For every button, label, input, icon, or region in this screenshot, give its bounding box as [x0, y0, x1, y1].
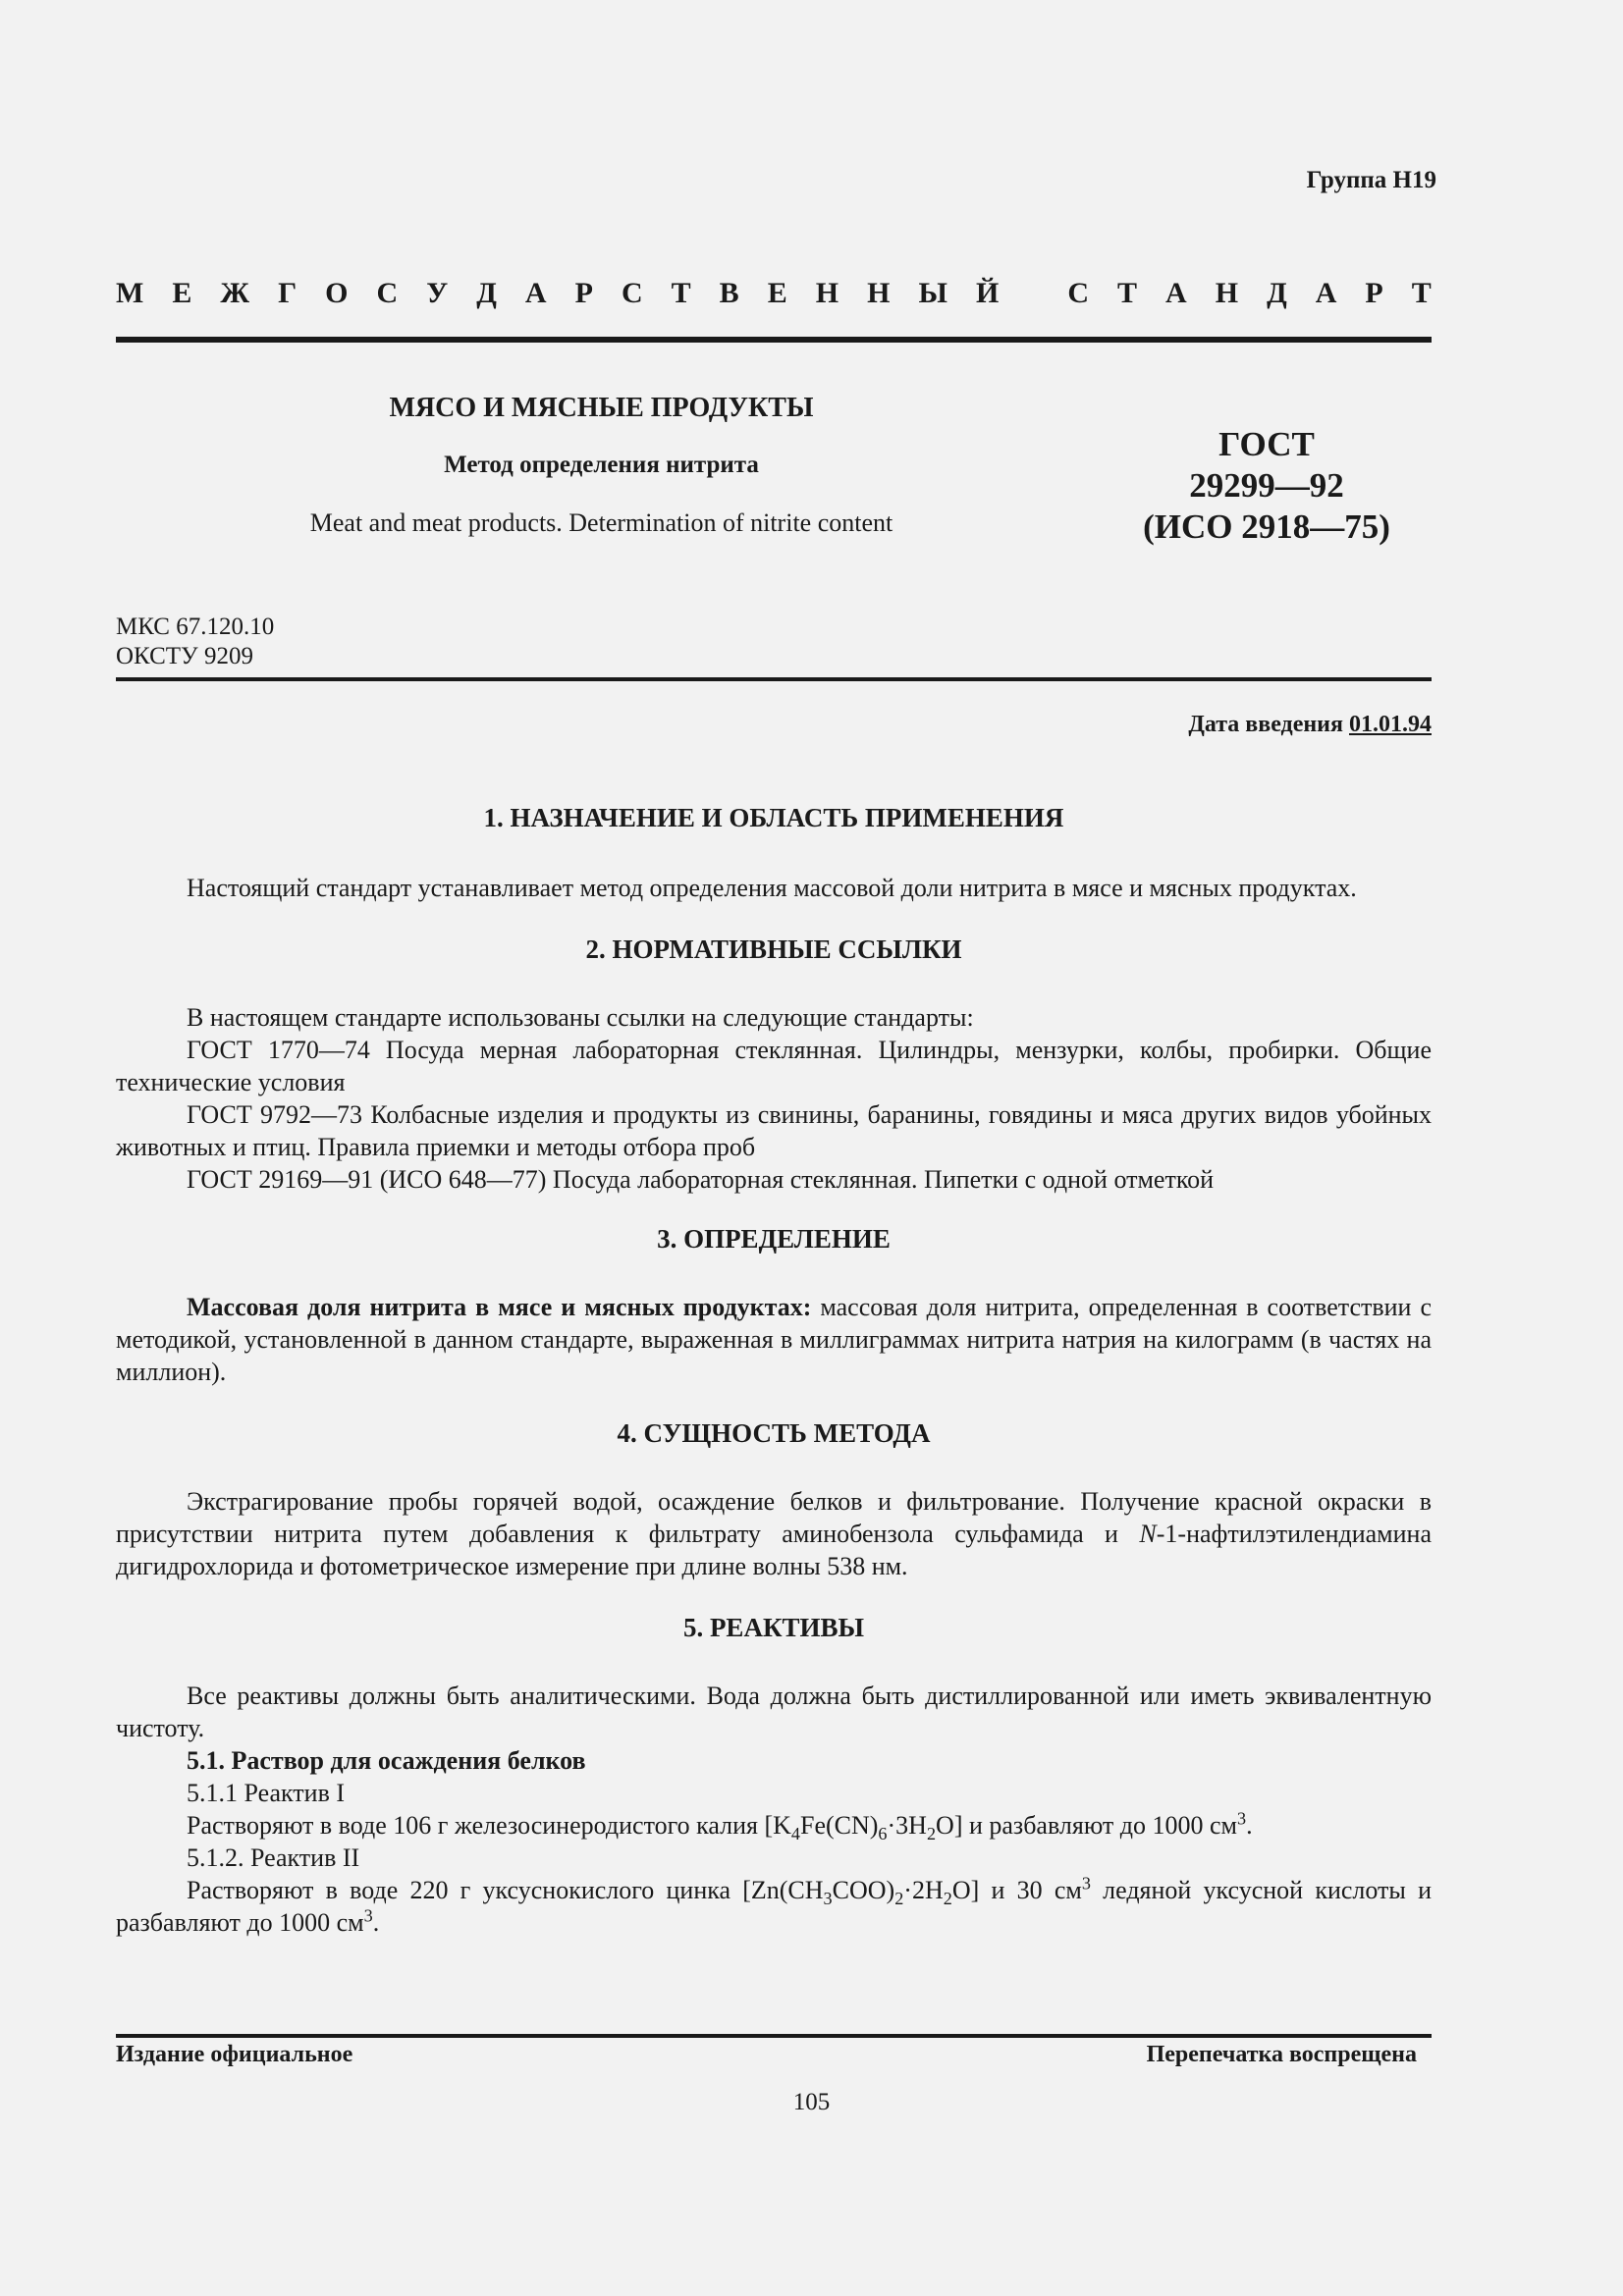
footer-divider — [116, 2034, 1432, 2038]
definition-body: массовая доля нитрита, определенная в соответствии с методикой, установленной в данном стандарте, выраженная в миллиграммах нитрита натрия на килограмм (в частях на миллион). — [116, 1293, 1432, 1386]
reference-item: ГОСТ 9792—73 Колбасные изделия и продукты из свинины, баранины, говядины и мяса других видов убойных животных и птиц. Правила приемки и методы отбора проб — [116, 1100, 1432, 1161]
official-edition-note: Издание официальное — [116, 2042, 353, 2067]
heading-letter: Н — [815, 277, 839, 309]
heading-letter: Н — [1215, 277, 1239, 309]
heading-letter: В — [719, 277, 739, 309]
heading-letter: Д — [476, 277, 497, 309]
document-subtitle: Метод определения нитрита — [444, 452, 759, 478]
gost-number: 29299—92 — [1189, 466, 1344, 505]
reagent-2-label: 5.1.2. Реактив II — [187, 1843, 360, 1872]
section-5-heading: 5. РЕАКТИВЫ — [682, 1613, 865, 1642]
gost-label: ГОСТ — [1218, 425, 1315, 463]
section-3-heading: 3. ОПРЕДЕЛЕНИЕ — [657, 1224, 891, 1254]
heading-letter: Г — [278, 277, 298, 309]
section-2-heading: 2. НОРМАТИВНЫЕ ССЫЛКИ — [585, 934, 962, 964]
date-value: 01.01.94 — [1349, 712, 1432, 737]
main-body — [116, 802, 1432, 1939]
section-3-text — [116, 1291, 1432, 1388]
page-number: 105 — [792, 2089, 831, 2115]
heading-letter: Н — [867, 277, 891, 309]
heading-letter: Т — [1117, 277, 1138, 309]
reference-item: ГОСТ 29169—91 (ИСО 648—77) Посуда лабораторная стеклянная. Пипетки с одной отметкой — [187, 1165, 1215, 1194]
heading-letter: Д — [1267, 277, 1287, 309]
heading-letter: Р — [1365, 277, 1383, 309]
heading-letter: А — [524, 277, 547, 309]
classification-codes — [116, 613, 274, 671]
gost-designation — [1105, 424, 1429, 548]
title-block — [245, 393, 957, 538]
heading-letter: С — [621, 277, 643, 309]
mks-code: МКС 67.120.10 — [116, 614, 275, 640]
heading-letter: А — [1165, 277, 1187, 309]
heading-letter: А — [1315, 277, 1337, 309]
heading-letter: Т — [671, 277, 691, 309]
reagent-1-label: 5.1.1 Реактив I — [187, 1779, 346, 1807]
heading-letter: О — [325, 277, 349, 309]
heading-letter: М — [116, 277, 144, 309]
english-title: Meat and meat products. Determination of nitrite content — [309, 508, 893, 537]
codes-divider — [116, 677, 1432, 681]
heading-letter: С — [376, 277, 399, 309]
document-title: МЯСО И МЯСНЫЕ ПРОДУКТЫ — [389, 393, 814, 423]
section-2-intro: В настоящем стандарте использованы ссылки на следующие стандарты: — [187, 1003, 974, 1032]
heading-letter: Т — [1411, 277, 1432, 309]
heading-letter: Р — [574, 277, 593, 309]
heading-letter: Ы — [918, 277, 947, 309]
group-code: Группа Н19 — [1306, 167, 1436, 193]
introduction-date — [1188, 712, 1432, 738]
section-1-text: Настоящий стандарт устанавливает метод определения массовой доли нитрита в мясе и мясных продуктах. — [187, 874, 1357, 902]
date-label: Дата введения — [1188, 712, 1343, 737]
definition-term: Массовая доля нитрита в мясе и мясных продуктах: — [187, 1293, 812, 1321]
interstate-standard-heading — [116, 277, 1432, 310]
iso-number: (ИСО 2918—75) — [1143, 507, 1390, 546]
heading-letter: Ж — [220, 277, 250, 309]
okstu-code: ОКСТУ 9209 — [116, 643, 254, 669]
heading-letter: Е — [172, 277, 192, 309]
reprint-prohibited-note: Перепечатка воспрещена — [1146, 2042, 1417, 2067]
section-1-heading: 1. НАЗНАЧЕНИЕ И ОБЛАСТЬ ПРИМЕНЕНИЯ — [483, 803, 1064, 832]
heading-letter: С — [1067, 277, 1089, 309]
section-4-text: Экстрагирование пробы горячей водой, осаждение белков и фильтрование. Получение красной окраски в присутствии нитрита путем добавления к фильтрату аминобензола сульфамида и N-1-нафтилэтилендиамина дигидрохлорида и фотометрическое измерение при длине волны 538 нм. — [116, 1487, 1432, 1580]
heading-letter: Е — [767, 277, 787, 309]
reagent-2-text: Растворяют в воде 220 г уксуснокислого цинка $[Zn(CH_3COO)_2\cdot 2H_2O]$ и 30 $см^3$ ледяной уксусной кислоты и разбавляют до 1000 $см^3$. — [116, 1873, 1432, 1937]
subsection-5-1-heading: 5.1. Раствор для осаждения белков — [187, 1746, 586, 1775]
heading-letter: Й — [975, 277, 1000, 309]
section-5-intro: Все реактивы должны быть аналитическими. Вода должна быть дистиллированной или иметь эквивалентную чистоту. — [116, 1682, 1432, 1742]
heading-letter — [1027, 277, 1039, 310]
reference-item: ГОСТ 1770—74 Посуда мерная лабораторная стеклянная. Цилиндры, мензурки, колбы, пробирки. Общие технические условия — [116, 1036, 1432, 1096]
heading-letter: У — [426, 277, 449, 309]
section-4-heading: 4. СУЩНОСТЬ МЕТОДА — [617, 1418, 931, 1448]
reagent-1-text: Растворяют в воде 106 г железосинеродистого калия $[K_4Fe(CN)_6\cdot 3H_2O]$ и разбавляют до 1000 $см^3$. — [187, 1808, 1253, 1844]
top-divider — [116, 337, 1432, 343]
